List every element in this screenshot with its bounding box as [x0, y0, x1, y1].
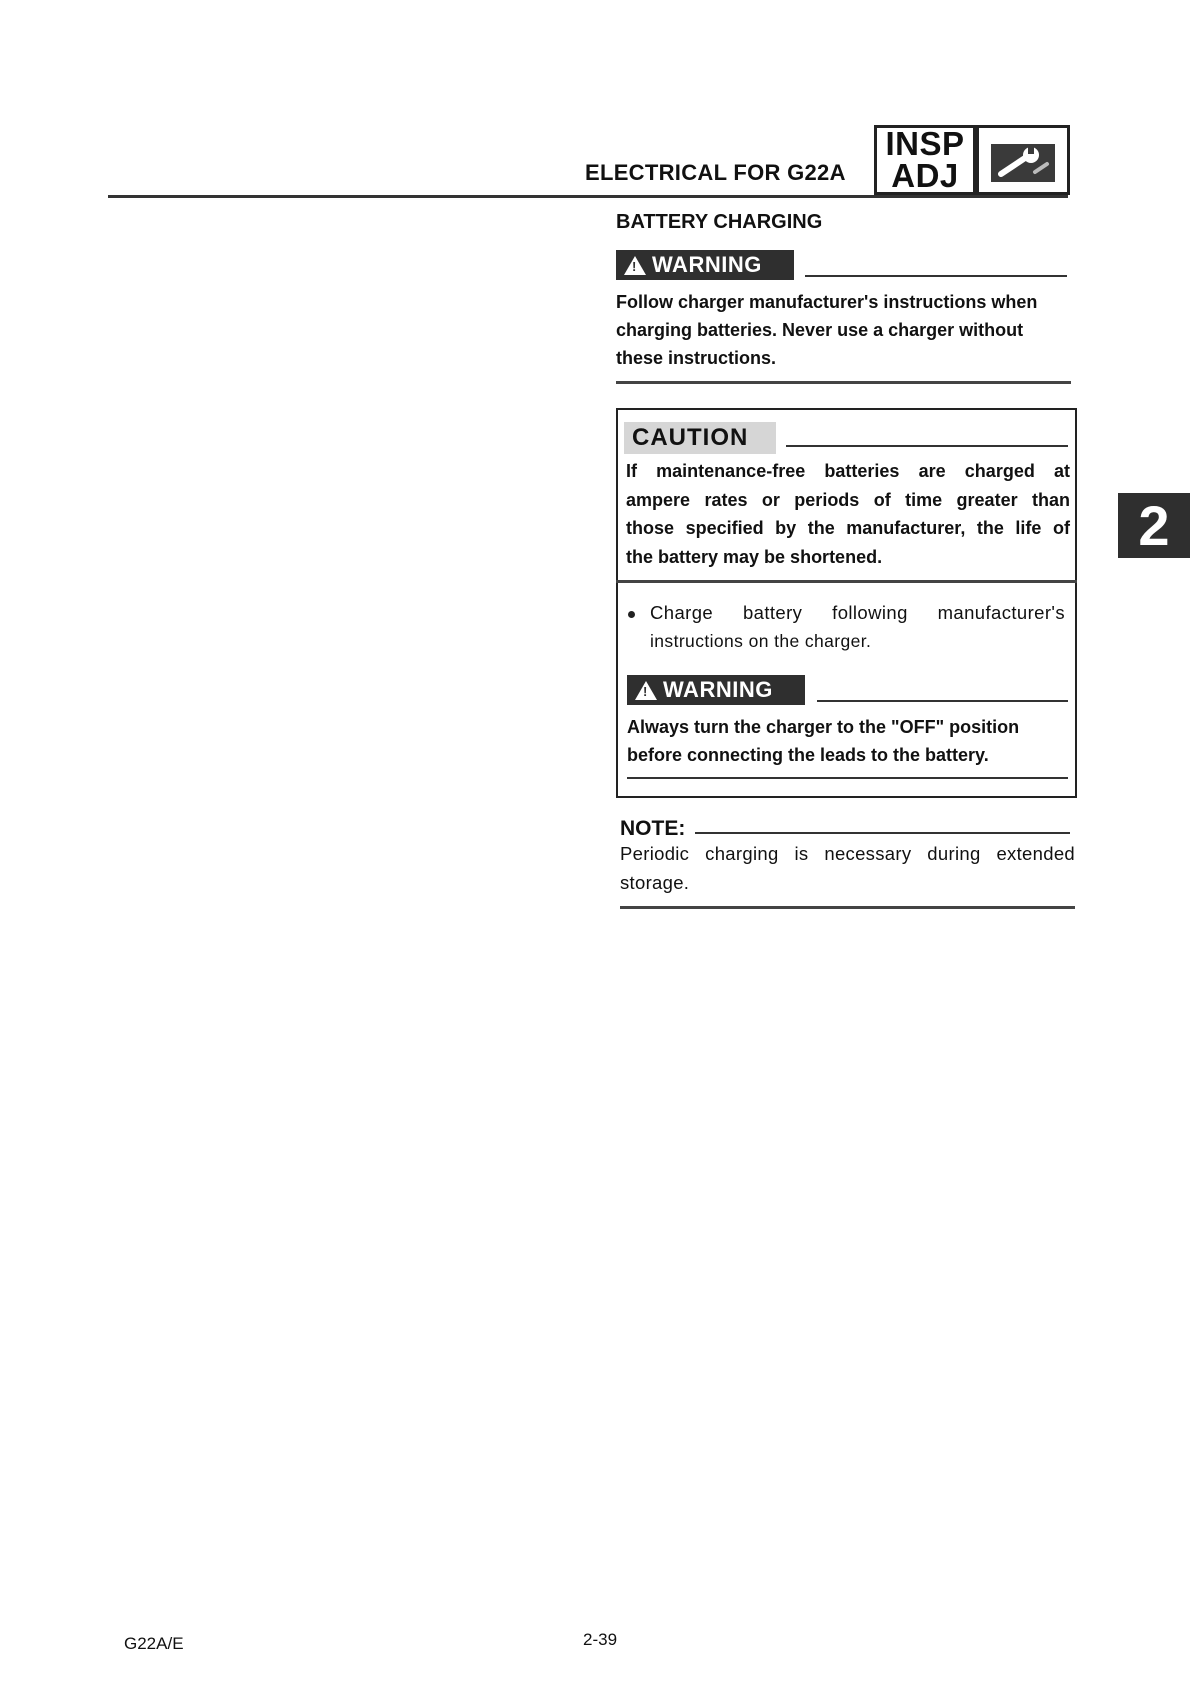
warning-banner [627, 675, 805, 705]
caution-label: CAUTION [624, 422, 776, 454]
text-line: these instructions. [616, 348, 777, 368]
warning-text [616, 288, 1071, 372]
bullet-dot [628, 611, 635, 618]
caution-rule [786, 445, 1068, 447]
badge-top-label: INSP [885, 125, 965, 162]
warning-end-rule [627, 777, 1068, 779]
badge-bottom-label: ADJ [891, 157, 959, 194]
warning-rule [817, 700, 1068, 702]
page-title: BATTERY CHARGING [616, 211, 823, 233]
text-line: the battery may be shortened. [626, 546, 883, 567]
footer-model: G22A/E [124, 1634, 184, 1653]
warning-triangle-icon [635, 681, 657, 700]
text-line: ampere rates or periods of time greater than [626, 489, 1070, 510]
text-line: those specified by the manufacturer, the life of [626, 518, 1070, 538]
text-line: storage. [620, 872, 690, 893]
note-rule [695, 832, 1070, 834]
note-end-rule [620, 906, 1075, 909]
insp-adj-badge [874, 125, 976, 195]
bullet-text [650, 598, 1065, 656]
chapter-tab: 2 [1118, 493, 1190, 558]
warning-end-rule [616, 381, 1071, 384]
section-heading: ELECTRICAL FOR G22A [585, 160, 846, 185]
header-rule [108, 195, 1068, 198]
tool-badge [976, 125, 1070, 195]
note-label: NOTE: [620, 817, 686, 840]
warning-rule [805, 275, 1067, 277]
warning-text [627, 713, 1067, 769]
page-number: 2-39 [583, 1630, 618, 1649]
warning-banner [616, 250, 794, 280]
caution-end-rule [616, 580, 1077, 583]
text-line: If maintenance-free batteries are charged at [626, 461, 1070, 481]
warning-triangle-icon [624, 256, 646, 275]
warning-label: WARNING [663, 677, 773, 702]
text-line: instructions on the charger. [650, 631, 872, 651]
wrench-icon [991, 144, 1055, 182]
text-line: charging batteries. Never use a charger without [616, 320, 1024, 340]
note-text [620, 839, 1075, 897]
text-line: Follow charger manufacturer's instructions when [616, 292, 1038, 312]
text-line: before connecting the leads to the battery. [627, 745, 989, 765]
text-line: Charge battery following manufacturer's [650, 602, 1065, 623]
caution-text [626, 457, 1070, 571]
text-line: Always turn the charger to the "OFF" position [627, 717, 1020, 737]
warning-label: WARNING [652, 252, 762, 277]
text-line: Periodic charging is necessary during extended [620, 843, 1075, 864]
